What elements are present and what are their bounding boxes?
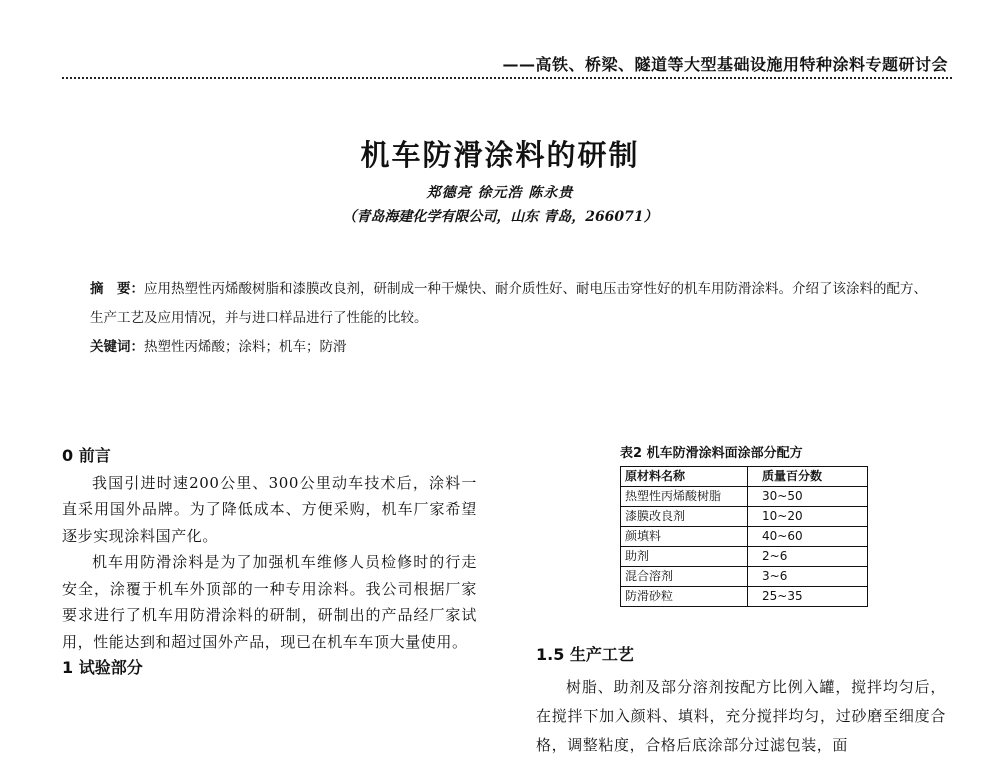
- table-cell: 混合溶剂: [621, 567, 748, 587]
- table-row: [621, 527, 868, 547]
- table-header-cell: 质量百分数: [748, 467, 868, 487]
- table-cell: 2~6: [748, 547, 868, 567]
- table-cell: 30~50: [748, 487, 868, 507]
- paper-authors: 郑德亮 徐元浩 陈永贵: [426, 185, 574, 201]
- table-row: [621, 487, 868, 507]
- intro-paragraph-2: 机车用防滑涂料是为了加强机车维修人员检修时的行走安全，涂覆于机车外顶部的一种专用涂料。我公司根据厂家要求进行了机车用防滑涂料的研制，研制出的产品经厂家试用，性能达到和超过国外产品，现已在机车车顶大量使用。: [62, 553, 477, 651]
- intro-paragraph-1: 我国引进时速200公里、300公里动车技术后，涂料一直采用国外品牌。为了降低成本、方便采购，机车厂家希望逐步实现涂料国产化。: [62, 473, 477, 545]
- paper-title: 机车防滑涂料的研制: [360, 138, 640, 172]
- paper-affiliation: （青岛海建化学有限公司，山东 青岛，266071）: [342, 209, 658, 225]
- table-row: [621, 567, 868, 587]
- table-row: [621, 507, 868, 527]
- table-cell: 热塑性丙烯酸树脂: [621, 487, 748, 507]
- experiment-heading: 1 试验部分: [62, 658, 143, 677]
- abstract-block: [90, 275, 940, 362]
- abstract-label: 摘 要：: [90, 281, 144, 297]
- intro-heading: 0 前言: [62, 446, 111, 465]
- process-paragraph: 树脂、助剂及部分溶剂按配方比例入罐，搅拌均匀后，在搅拌下加入颜料、填料，充分搅拌均匀，过砂磨至细度合格，调整粘度，合格后底涂部分过滤包装，面: [536, 678, 946, 754]
- table-cell: 助剂: [621, 547, 748, 567]
- table-cell: 防滑砂粒: [621, 587, 748, 607]
- table-row: [621, 587, 868, 607]
- table-cell: 漆膜改良剂: [621, 507, 748, 527]
- keywords-line: [90, 333, 940, 362]
- table-header-row: [621, 467, 868, 487]
- conference-header: ——高铁、桥梁、隧道等大型基础设施用特种涂料专题研讨会: [502, 55, 948, 74]
- abstract-text: 应用热塑性丙烯酸树脂和漆膜改良剂，研制成一种干燥快、耐介质性好、耐电压击穿性好的机车用防滑涂料。介绍了该涂料的配方、生产工艺及应用情况，并与进口样品进行了性能的比较。: [90, 281, 927, 326]
- header-divider: [62, 77, 952, 79]
- abstract-paragraph: [90, 275, 940, 333]
- table-cell: 10~20: [748, 507, 868, 527]
- keywords-text: 热塑性丙烯酸；涂料；机车；防滑: [144, 339, 347, 355]
- formula-table: [620, 466, 868, 607]
- table-row: [621, 547, 868, 567]
- table-cell: 3~6: [748, 567, 868, 587]
- table-header-cell: 原材料名称: [621, 467, 748, 487]
- table-cell: 颜填料: [621, 527, 748, 547]
- table-cell: 40~60: [748, 527, 868, 547]
- table2-caption: 表2 机车防滑涂料面涂部分配方: [620, 446, 803, 461]
- table-cell: 25~35: [748, 587, 868, 607]
- left-column: [62, 443, 477, 682]
- right-column: [536, 640, 946, 760]
- process-heading: 1.5 生产工艺: [536, 645, 634, 664]
- keywords-label: 关键词：: [90, 339, 144, 355]
